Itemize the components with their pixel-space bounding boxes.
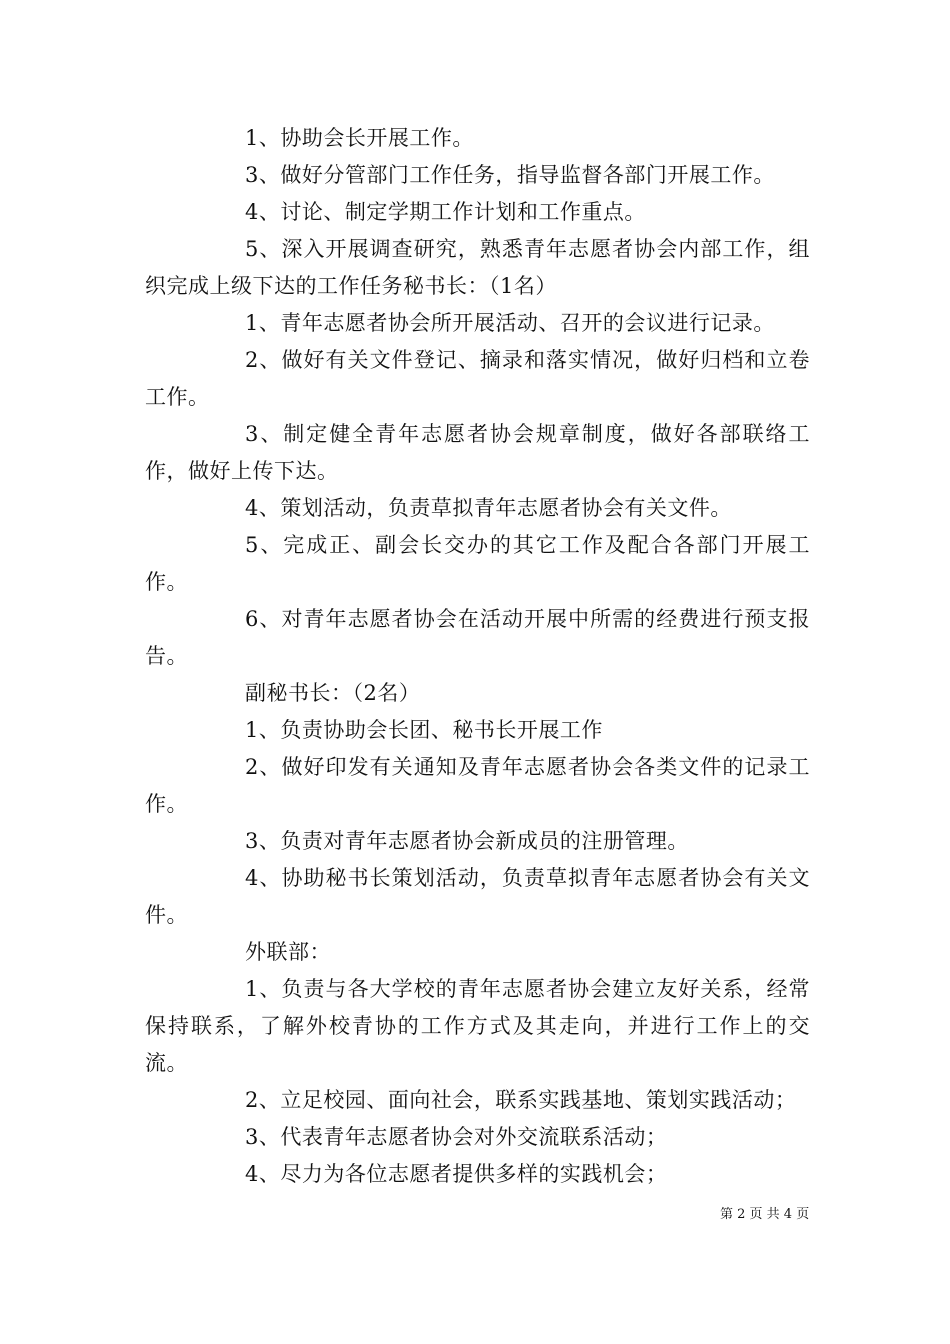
paragraph: 4、策划活动，负责草拟青年志愿者协会有关文件。 [245,496,732,520]
paragraph: 3、做好分管部门工作任务，指导监督各部门开展工作。 [245,163,775,187]
paragraph: 2、做好有关文件登记、摘录和落实情况，做好归档和立卷工作。 [145,348,810,409]
paragraph: 1、负责协助会长团、秘书长开展工作 [245,718,603,742]
paragraph: 4、讨论、制定学期工作计划和工作重点。 [245,200,646,224]
paragraph: 5、深入开展调查研究，熟悉青年志愿者协会内部工作，组织完成上级下达的工作任务秘书长：（1名） [145,237,810,298]
paragraph: 3、代表青年志愿者协会对外交流联系活动； [245,1125,668,1149]
paragraph: 3、负责对青年志愿者协会新成员的注册管理。 [245,829,689,853]
paragraph: 1、负责与各大学校的青年志愿者协会建立友好关系，经常保持联系，了解外校青协的工作方式及其走向，并进行工作上的交流。 [145,977,810,1075]
page-number-footer: 第 2 页 共 4 页 [720,1207,810,1222]
paragraph: 6、对青年志愿者协会在活动开展中所需的经费进行预支报告。 [145,607,810,668]
document-body [145,120,810,1193]
paragraph: 4、尽力为各位志愿者提供多样的实践机会； [245,1162,668,1186]
paragraph: 1、青年志愿者协会所开展活动、召开的会议进行记录。 [245,311,775,335]
section-heading-external-relations: 外联部： [245,940,331,964]
paragraph: 2、做好印发有关通知及青年志愿者协会各类文件的记录工作。 [145,755,810,816]
paragraph: 3、制定健全青年志愿者协会规章制度，做好各部联络工作，做好上传下达。 [145,422,810,483]
section-heading-deputy-secretary: 副秘书长：（2名） [245,681,421,705]
paragraph: 2、立足校园、面向社会，联系实践基地、策划实践活动； [245,1088,797,1112]
paragraph: 5、完成正、副会长交办的其它工作及配合各部门开展工作。 [145,533,810,594]
paragraph: 4、协助秘书长策划活动，负责草拟青年志愿者协会有关文件。 [145,866,810,927]
paragraph: 1、协助会长开展工作。 [245,126,474,150]
